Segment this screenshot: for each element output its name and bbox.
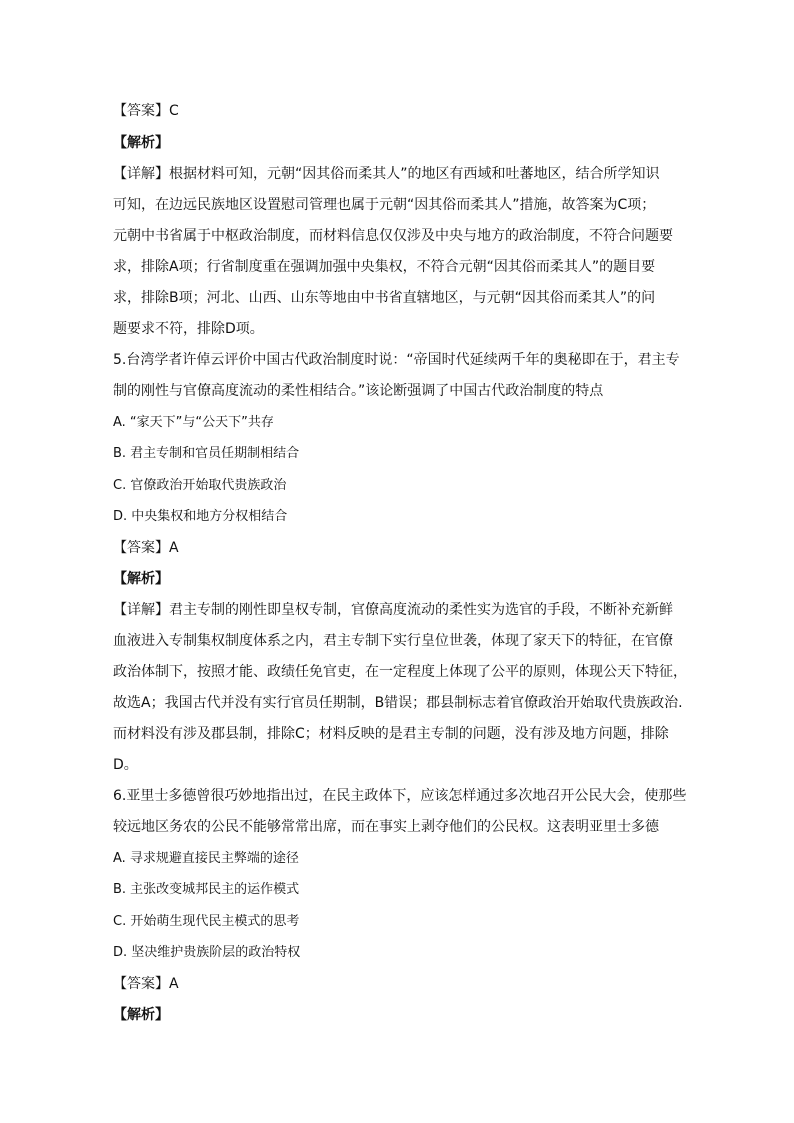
q6-option-d: D. 坚决维护贵族阶层的政治特权 bbox=[113, 945, 301, 960]
q4-answer: 【答案】C bbox=[113, 103, 179, 119]
q5-stem-line: 5.台湾学者许倬云评价中国古代政治制度时说：“帝国时代延续两千年的奥秘即在于，君主专 bbox=[113, 352, 680, 368]
q6-option-a: A. 寻求规避直接民主弊端的途径 bbox=[113, 851, 299, 866]
q6-answer: 【答案】A bbox=[113, 976, 179, 992]
q5-detail-line: 【详解】君主专制的刚性即皇权专制，官僚高度流动的柔性实为选官的手段，不断补充新鲜 bbox=[113, 602, 673, 618]
q5-option-a: A. “家天下”与“公天下”共存 bbox=[113, 415, 274, 430]
q4-detail-line: 可知，在边远民族地区设置慰司管理也属于元朝“因其俗而柔其人”措施，故答案为C项； bbox=[113, 197, 656, 213]
q5-option-b: B. 君主专制和官员任期制相结合 bbox=[113, 446, 300, 461]
q5-detail-line: 而材料没有涉及郡县制，排除C；材料反映的是君主专制的问题，没有涉及地方问题，排除 bbox=[113, 726, 669, 742]
q5-detail-line: 血液进入专制集权制度体系之内，君主专制下实行皇位世袭，体现了家天下的特征，在官僚 bbox=[113, 633, 673, 649]
q5-detail-line: 故选A；我国古代并没有实行官员任期制，B错误；郡县制标志着官僚政治开始取代贵族政治. bbox=[113, 695, 683, 711]
q5-answer: 【答案】A bbox=[113, 540, 179, 556]
q5-analysis-label: 【解析】 bbox=[113, 571, 169, 587]
q6-stem-line: 较远地区务农的公民不能够常常出席，而在事实上剥夺他们的公民权。这表明亚里士多德 bbox=[113, 819, 659, 835]
q5-option-c: C. 官僚政治开始取代贵族政治 bbox=[113, 478, 287, 493]
q6-option-c: C. 开始萌生现代民主模式的思考 bbox=[113, 914, 300, 929]
q4-detail-line: 题要求不符，排除D项。 bbox=[113, 321, 264, 337]
q5-stem-line: 制的刚性与官僚高度流动的柔性相结合。”该论断强调了中国古代政治制度的特点 bbox=[113, 383, 604, 399]
q4-detail-line: 求，排除A项；行省制度重在强调加强中央集权，不符合元朝“因其俗而柔其人”的题目要 bbox=[113, 259, 656, 275]
q6-option-b: B. 主张改变城邦民主的运作模式 bbox=[113, 882, 300, 897]
q6-analysis-label: 【解析】 bbox=[113, 1007, 169, 1023]
q6-stem-line: 6.亚里士多德曾很巧妙地指出过，在民主政体下，应该怎样通过多次地召开公民大会，使那些 bbox=[113, 788, 687, 804]
q4-detail-line: 求，排除B项；河北、山西、山东等地由中书省直辖地区，与元朝“因其俗而柔其人”的问 bbox=[113, 290, 656, 306]
q4-detail-line: 【详解】根据材料可知，元朝“因其俗而柔其人”的地区有西域和吐蕃地区，结合所学知识 bbox=[113, 166, 660, 182]
q4-analysis-label: 【解析】 bbox=[113, 135, 169, 151]
q5-option-d: D. 中央集权和地方分权相结合 bbox=[113, 509, 288, 524]
q5-detail-line: 政治体制下，按照才能、政绩任免官吏，在一定程度上体现了公平的原则，体现公天下特征， bbox=[113, 664, 687, 680]
q4-detail-line: 元朝中书省属于中枢政治制度，而材料信息仅仅涉及中央与地方的政治制度，不符合问题要 bbox=[113, 228, 673, 244]
q5-detail-line: D。 bbox=[113, 757, 138, 773]
